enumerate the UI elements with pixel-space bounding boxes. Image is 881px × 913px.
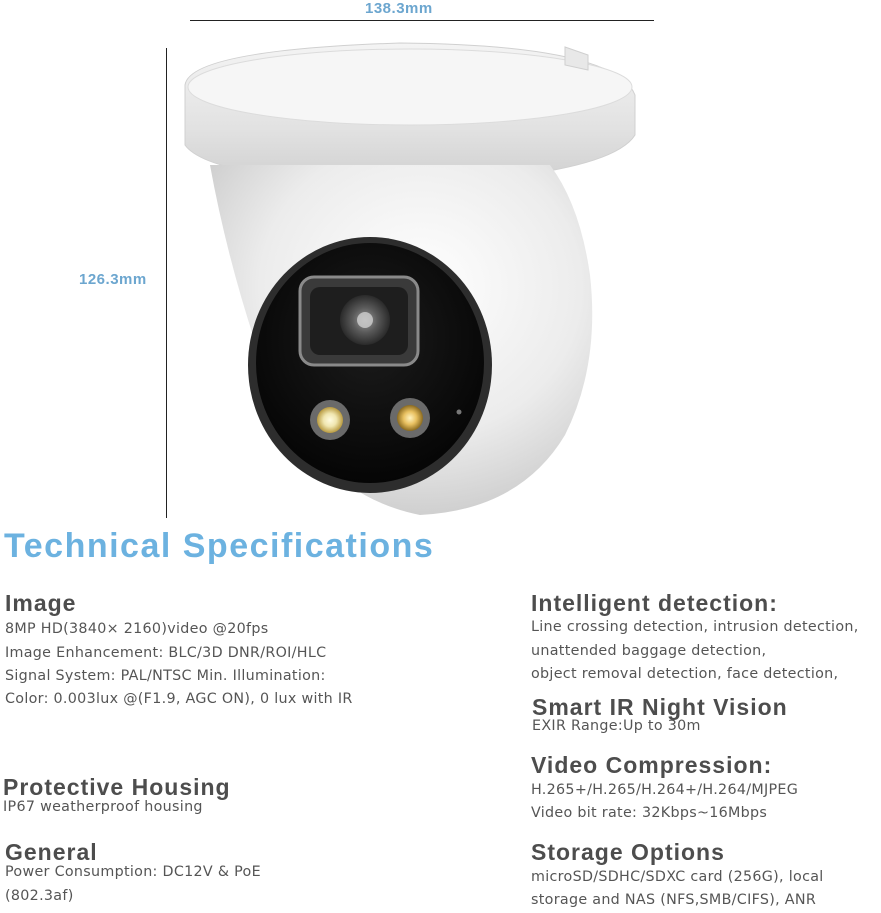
detection-spec-line: object removal detection, face detection, (531, 666, 839, 682)
image-section-title: Image (5, 590, 77, 616)
width-dimension-line (190, 20, 654, 21)
height-dimension-label: 126.3mm (79, 271, 147, 288)
housing-spec-line: IP67 weatherproof housing (3, 799, 203, 815)
general-spec-line: (802.3af) (5, 888, 74, 904)
ir-section-title: Smart IR Night Vision (532, 694, 788, 720)
storage-spec-line: storage and NAS (NFS,SMB/CIFS), ANR (531, 892, 817, 908)
detection-spec-line: Line crossing detection, intrusion detection, (531, 619, 859, 635)
image-spec-line: Image Enhancement: BLC/3D DNR/ROI/HLC (5, 645, 327, 661)
ir-spec-line: EXIR Range:Up to 30m (532, 718, 701, 734)
image-spec-line: Signal System: PAL/NTSC Min. Illumination: (5, 668, 326, 684)
dome-camera-image (170, 25, 650, 525)
housing-section-title: Protective Housing (3, 774, 231, 800)
general-spec-line: Power Consumption: DC12V & PoE (5, 864, 261, 880)
page-title: Technical Specifications (4, 527, 435, 565)
detection-section-title: Intelligent detection: (531, 590, 778, 616)
storage-spec-line: microSD/SDHC/SDXC card (256G), local (531, 869, 824, 885)
width-dimension-label: 138.3mm (365, 0, 433, 17)
image-spec-line: Color: 0.003lux @(F1.9, AGC ON), 0 lux with IR (5, 691, 353, 707)
video-spec-line: H.265+/H.265/H.264+/H.264/MJPEG (531, 782, 799, 798)
storage-section-title: Storage Options (531, 839, 725, 865)
height-dimension-line (166, 48, 167, 518)
detection-spec-line: unattended baggage detection, (531, 643, 767, 659)
video-spec-line: Video bit rate: 32Kbps~16Mbps (531, 805, 768, 821)
image-spec-line: 8MP HD(3840× 2160)video @20fps (5, 621, 269, 637)
video-section-title: Video Compression: (531, 752, 773, 778)
general-section-title: General (5, 839, 98, 865)
